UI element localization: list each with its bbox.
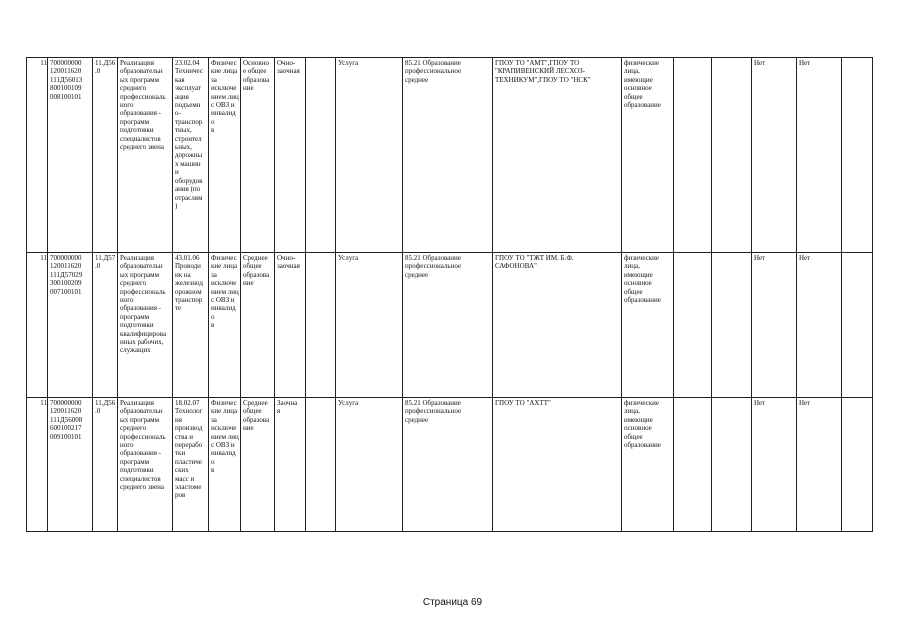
institutions: ГПОУ ТО "ТЖТ ИМ. Б.Ф. САФОНОВА" — [493, 253, 622, 398]
empty-cell — [306, 398, 336, 532]
program-code: 11.Д57 .0 — [93, 253, 118, 398]
fee-flag: Нет — [797, 253, 842, 398]
empty-cell — [674, 398, 712, 532]
institutions: ГПОУ ТО "АМТ",ГПОУ ТО "КРАПИВЕНСКИЙ ЛЕСХОЗ- ТЕХНИКУМ",ГПОУ ТО "НСК" — [493, 58, 622, 253]
empty-cell — [674, 58, 712, 253]
row-number: 11 — [27, 58, 48, 253]
okved-code: 85.21 Образование профессиональное среднее — [403, 253, 493, 398]
service-name: Реализация образовательн ых программ среднего профессиональ ного образования - программ подготовки квалифицирова нных рабочих, служащих — [118, 253, 173, 398]
specialty: 43.01.06 Проводн ик на железнод орожном транспор те — [173, 253, 209, 398]
table-row — [27, 398, 873, 532]
page-number: Страница 69 — [422, 597, 483, 608]
study-form: Очно- заочная — [275, 253, 306, 398]
empty-cell — [712, 253, 752, 398]
education-level: Среднее общее образова ние — [241, 398, 275, 532]
program-code: 11.Д56 .0 — [93, 58, 118, 253]
paid-flag: Нет — [752, 253, 797, 398]
empty-cell — [712, 58, 752, 253]
registry-table — [26, 57, 873, 532]
table-row — [27, 253, 873, 398]
service-type: Услуга — [336, 253, 403, 398]
row-number: 11 — [27, 398, 48, 532]
empty-cell — [842, 58, 873, 253]
study-form: Очно- заочная — [275, 58, 306, 253]
okved-code: 85.21 Образование профессиональное среднее — [403, 58, 493, 253]
table-row — [27, 58, 873, 253]
service-name: Реализация образовательн ых программ среднего профессиональ ного образования - программ подготовки специалистов среднего звена — [118, 58, 173, 253]
consumers: физические лица, имеющие основное общее образование — [622, 253, 674, 398]
service-name: Реализация образовательн ых программ среднего профессиональ ного образования - программ подготовки специалистов среднего звена — [118, 398, 173, 532]
empty-cell — [842, 398, 873, 532]
consumer-category: Физичес кие лица за исключе нием лиц с ОВЗ и инвалидо в — [209, 398, 241, 532]
paid-flag: Нет — [752, 58, 797, 253]
fee-flag: Нет — [797, 398, 842, 532]
okved-code: 85.21 Образование профессиональное среднее — [403, 398, 493, 532]
empty-cell — [306, 58, 336, 253]
specialty: 18.02.07 Технолог ия производ ства и перерабо тки пластиче ских масс и эластоме ров — [173, 398, 209, 532]
specialty: 23.02.04 Техничес кая эксплуат ация подъемн о- транспор тных, строител ьных, дорожны х машин и оборудов ания (по отраслям ) — [173, 58, 209, 253]
registry-code: 700000000 120011620 111Д56013 800100109 008100101 — [48, 58, 93, 253]
service-type: Услуга — [336, 58, 403, 253]
consumer-category: Физичес кие лица за исключе нием лиц с ОВЗ и инвалидо в — [209, 58, 241, 253]
registry-code: 700000000 120011620 111Д57029 300100209 007100101 — [48, 253, 93, 398]
consumers: физические лица, имеющие основное общее образование — [622, 398, 674, 532]
study-form: Заочна я — [275, 398, 306, 532]
consumer-category: Физичес кие лица за исключе нием лиц с ОВЗ и инвалидо в — [209, 253, 241, 398]
education-level: Среднее общее образова ние — [241, 253, 275, 398]
registry-code: 700000000 120011620 111Д56008 600100217 009100101 — [48, 398, 93, 532]
institutions: ГПОУ ТО "АХТТ" — [493, 398, 622, 532]
education-level: Основно е общее образова ние — [241, 58, 275, 253]
consumers: физические лица, имеющие основное общее образование — [622, 58, 674, 253]
empty-cell — [306, 253, 336, 398]
empty-cell — [842, 253, 873, 398]
row-number: 11 — [27, 253, 48, 398]
fee-flag: Нет — [797, 58, 842, 253]
service-type: Услуга — [336, 398, 403, 532]
empty-cell — [674, 253, 712, 398]
empty-cell — [712, 398, 752, 532]
program-code: 11.Д56 .0 — [93, 398, 118, 532]
paid-flag: Нет — [752, 398, 797, 532]
